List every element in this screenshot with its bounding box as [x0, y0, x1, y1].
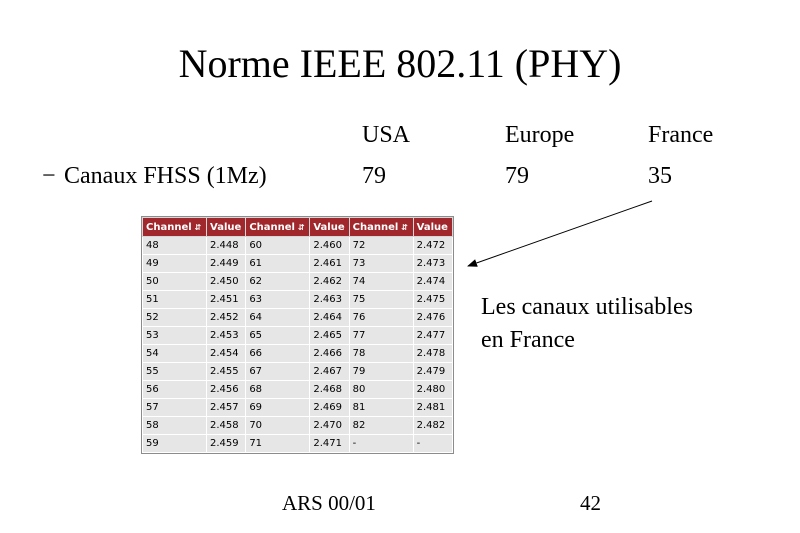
value-cell: 2.472 [413, 237, 452, 255]
value-cell: 2.473 [413, 255, 452, 273]
channel-cell: 57 [143, 399, 207, 417]
value-cell: 2.480 [413, 381, 452, 399]
table-row [143, 291, 453, 309]
table-row [143, 381, 453, 399]
value-cell: 2.456 [207, 381, 246, 399]
header-usa: USA [362, 122, 411, 148]
channel-cell: 76 [349, 309, 413, 327]
table-row [143, 273, 453, 291]
channel-cell: 74 [349, 273, 413, 291]
channel-cell: 62 [246, 273, 310, 291]
value-cell: 2.464 [310, 309, 349, 327]
value-cell: 2.468 [310, 381, 349, 399]
value-cell: 2.475 [413, 291, 452, 309]
value-cell: 2.476 [413, 309, 452, 327]
channel-cell: 72 [349, 237, 413, 255]
sort-arrows-icon: ⇵ [297, 222, 305, 232]
channel-cell: 55 [143, 363, 207, 381]
value-cell: 2.454 [207, 345, 246, 363]
channel-cell: 82 [349, 417, 413, 435]
channel-cell: 64 [246, 309, 310, 327]
column-label: Value [313, 221, 345, 233]
value-cell: 2.451 [207, 291, 246, 309]
value-cell: 2.459 [207, 435, 246, 453]
sort-arrows-icon: ⇵ [401, 222, 408, 232]
channel-cell: 69 [246, 399, 310, 417]
channel-table-body [143, 237, 453, 453]
table-row [143, 435, 453, 453]
column-label: Value [210, 221, 242, 233]
note-line-1: Les canaux utilisables [481, 294, 693, 320]
channel-cell: 73 [349, 255, 413, 273]
value-cell: 2.469 [310, 399, 349, 417]
table-row [143, 399, 453, 417]
channel-cell: 68 [246, 381, 310, 399]
table-row [143, 255, 453, 273]
table-row [143, 345, 453, 363]
footer-course: ARS 00/01 [282, 491, 376, 515]
value-cell: 2.462 [310, 273, 349, 291]
value-cell: 2.461 [310, 255, 349, 273]
column-header-channel[interactable] [143, 218, 207, 237]
value-cell: 2.474 [413, 273, 452, 291]
row-label-fhss: Canaux FHSS (1Mz) [64, 163, 267, 189]
value-cell: 2.452 [207, 309, 246, 327]
channel-cell: 75 [349, 291, 413, 309]
column-label: Channel [249, 221, 295, 233]
value-cell: 2.465 [310, 327, 349, 345]
page-number: 42 [580, 491, 601, 515]
slide-title: Norme IEEE 802.11 (PHY) [178, 41, 622, 86]
channel-cell: 53 [143, 327, 207, 345]
value-cell: 2.463 [310, 291, 349, 309]
channel-cell: 48 [143, 237, 207, 255]
value-cell: 2.458 [207, 417, 246, 435]
channel-cell: 67 [246, 363, 310, 381]
value-france: 35 [648, 163, 672, 189]
value-cell: 2.466 [310, 345, 349, 363]
value-cell: 2.471 [310, 435, 349, 453]
channel-cell: 51 [143, 291, 207, 309]
table-row [143, 237, 453, 255]
value-cell: 2.481 [413, 399, 452, 417]
channel-cell: 65 [246, 327, 310, 345]
column-label: Channel [146, 221, 192, 233]
value-cell: 2.448 [207, 237, 246, 255]
channel-cell: 59 [143, 435, 207, 453]
column-header-channel[interactable] [246, 218, 310, 237]
value-europe: 79 [505, 163, 529, 189]
channel-cell: 58 [143, 417, 207, 435]
header-france: France [648, 122, 714, 148]
value-cell: 2.482 [413, 417, 452, 435]
value-cell: 2.467 [310, 363, 349, 381]
value-cell: 2.457 [207, 399, 246, 417]
channel-table-header [143, 218, 453, 237]
channel-cell: 81 [349, 399, 413, 417]
value-cell: 2.450 [207, 273, 246, 291]
table-row [143, 363, 453, 381]
table-row [143, 309, 453, 327]
value-cell: 2.449 [207, 255, 246, 273]
channel-cell: - [349, 435, 413, 453]
channel-cell: 70 [246, 417, 310, 435]
channel-cell: 77 [349, 327, 413, 345]
value-cell: 2.460 [310, 237, 349, 255]
value-usa: 79 [362, 163, 386, 189]
column-header-value[interactable] [207, 218, 246, 237]
column-header-value[interactable] [310, 218, 349, 237]
value-cell: 2.470 [310, 417, 349, 435]
channel-cell: 54 [143, 345, 207, 363]
value-cell: 2.455 [207, 363, 246, 381]
column-header-channel[interactable] [349, 218, 413, 237]
column-header-value[interactable] [413, 218, 452, 237]
table-row [143, 327, 453, 345]
channel-cell: 66 [246, 345, 310, 363]
channel-cell: 56 [143, 381, 207, 399]
value-cell: 2.478 [413, 345, 452, 363]
value-cell: 2.477 [413, 327, 452, 345]
value-cell: - [413, 435, 452, 453]
channel-cell: 63 [246, 291, 310, 309]
channel-cell: 80 [349, 381, 413, 399]
header-europe: Europe [505, 122, 575, 148]
table-row [143, 417, 453, 435]
channel-cell: 78 [349, 345, 413, 363]
channel-cell: 71 [246, 435, 310, 453]
value-cell: 2.453 [207, 327, 246, 345]
value-cell: 2.479 [413, 363, 452, 381]
column-label: Channel [352, 221, 399, 233]
channel-cell: 60 [246, 237, 310, 255]
channel-cell: 79 [349, 363, 413, 381]
channel-cell: 50 [143, 273, 207, 291]
column-label: Value [416, 221, 448, 233]
channel-table [141, 216, 454, 454]
channel-cell: 49 [143, 255, 207, 273]
channel-cell: 52 [143, 309, 207, 327]
channel-cell: 61 [246, 255, 310, 273]
bullet-dash: − [42, 163, 56, 189]
note-line-2: en France [481, 327, 575, 353]
sort-arrows-icon: ⇵ [194, 222, 202, 232]
